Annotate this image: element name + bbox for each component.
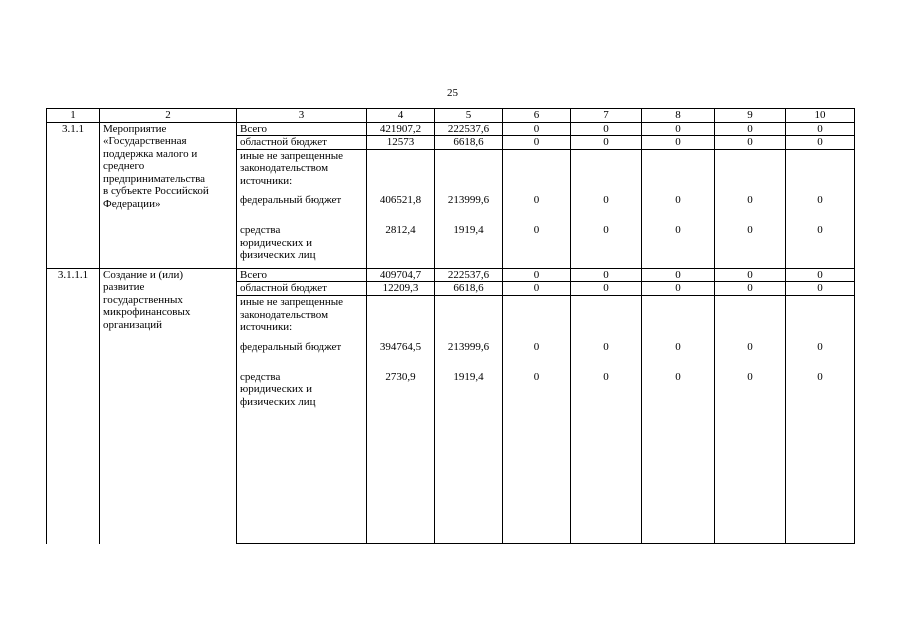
source-label: Всего (237, 268, 367, 282)
source-label: Всего (237, 122, 367, 136)
value-cell: 0 (715, 122, 786, 136)
value-cell: 0 (715, 194, 786, 224)
value-cell: 2812,4 (367, 224, 435, 268)
value-cell: 12209,3 (367, 282, 435, 296)
header-cell: 3 (237, 109, 367, 123)
header-cell: 10 (786, 109, 855, 123)
value-cell: 0 (571, 224, 642, 268)
value-cell: 0 (642, 341, 715, 371)
value-cell: 421907,2 (367, 122, 435, 136)
value-cell: 0 (503, 122, 571, 136)
value-cell: 0 (642, 371, 715, 544)
value-cell: 0 (503, 136, 571, 150)
header-cell: 1 (47, 109, 100, 123)
value-cell: 0 (786, 341, 855, 371)
value-cell: 1919,4 (435, 371, 503, 544)
value-cell: 0 (503, 194, 571, 224)
value-cell: 0 (642, 268, 715, 282)
value-cell: 1919,4 (435, 224, 503, 268)
header-cell: 8 (642, 109, 715, 123)
source-label: областной бюджет (237, 282, 367, 296)
value-cell: 0 (786, 282, 855, 296)
value-cell: 0 (786, 268, 855, 282)
source-label: средства юридических и физических лиц (237, 224, 367, 268)
value-cell: 0 (786, 371, 855, 544)
value-cell: 222537,6 (435, 268, 503, 282)
value-cell: 0 (571, 136, 642, 150)
value-cell: 0 (503, 371, 571, 544)
value-cell: 0 (571, 194, 642, 224)
source-label: федеральный бюджет (237, 194, 367, 224)
row-name: Мероприятие «Государственная поддержка малого и среднего предпринимательства в субъекте Российской Федерации» (100, 122, 237, 268)
page-number: 25 (447, 87, 458, 99)
source-label: средства юридических и физических лиц (237, 371, 367, 544)
header-cell: 7 (571, 109, 642, 123)
header-row (47, 109, 855, 123)
source-label: областной бюджет (237, 136, 367, 150)
value-cell: 6618,6 (435, 136, 503, 150)
value-cell: 0 (503, 341, 571, 371)
budget-table (46, 108, 855, 544)
value-cell: 0 (786, 194, 855, 224)
value-cell: 0 (715, 224, 786, 268)
source-label: иные не запрещенные законодательством источники: (237, 296, 367, 341)
value-cell: 0 (715, 341, 786, 371)
value-cell: 12573 (367, 136, 435, 150)
value-cell: 6618,6 (435, 282, 503, 296)
value-cell: 406521,8 (367, 194, 435, 224)
value-cell: 0 (786, 224, 855, 268)
row-name: Создание и (или) развитие государственных микрофинансовых организаций (100, 268, 237, 544)
value-cell: 0 (503, 224, 571, 268)
value-cell: 0 (503, 282, 571, 296)
value-cell: 0 (571, 371, 642, 544)
header-cell: 6 (503, 109, 571, 123)
value-cell: 2730,9 (367, 371, 435, 544)
value-cell: 0 (786, 136, 855, 150)
row-code: 3.1.1.1 (47, 268, 100, 544)
value-cell: 409704,7 (367, 268, 435, 282)
value-cell: 222537,6 (435, 122, 503, 136)
value-cell: 0 (642, 136, 715, 150)
value-cell: 0 (571, 341, 642, 371)
header-cell: 4 (367, 109, 435, 123)
value-cell: 0 (715, 136, 786, 150)
value-cell: 0 (642, 224, 715, 268)
value-cell: 0 (571, 268, 642, 282)
header-cell: 9 (715, 109, 786, 123)
value-cell: 394764,5 (367, 341, 435, 371)
value-cell: 0 (642, 194, 715, 224)
value-cell: 213999,6 (435, 194, 503, 224)
value-cell: 0 (571, 282, 642, 296)
value-cell: 0 (715, 371, 786, 544)
value-cell: 0 (642, 122, 715, 136)
value-cell: 0 (715, 282, 786, 296)
header-cell: 2 (100, 109, 237, 123)
value-cell: 0 (503, 268, 571, 282)
value-cell: 0 (642, 282, 715, 296)
table-row (47, 122, 855, 136)
row-code: 3.1.1 (47, 122, 100, 268)
table-row (47, 268, 855, 282)
value-cell: 0 (571, 122, 642, 136)
value-cell: 0 (786, 122, 855, 136)
value-cell: 0 (715, 268, 786, 282)
header-cell: 5 (435, 109, 503, 123)
source-label: федеральный бюджет (237, 341, 367, 371)
source-label: иные не запрещенные законодательством источники: (237, 149, 367, 194)
value-cell: 213999,6 (435, 341, 503, 371)
